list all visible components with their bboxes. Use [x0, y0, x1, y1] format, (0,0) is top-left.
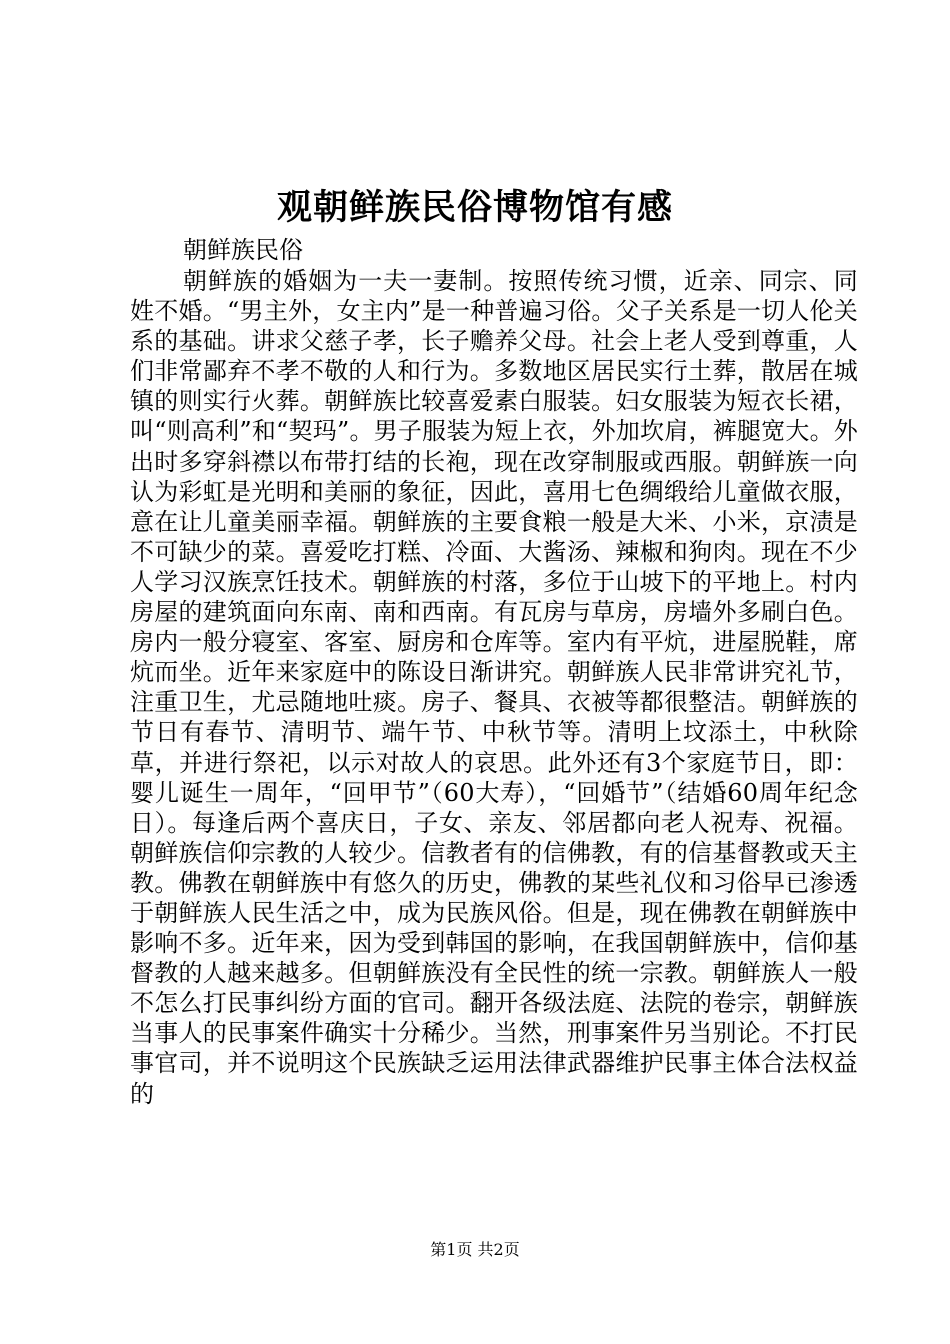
section-subtitle: 朝鲜族民俗: [183, 236, 303, 264]
body-paragraph: 朝鲜族的婚姻为一夫一妻制。按照传统习惯，近亲、同宗、同姓不婚。“男主外，女主内”是一种普遍习俗。父子关系是一切人伦关系的基础。讲求父慈子孝，长子赡养父母。社会上老人受到尊重，人们非常鄙弃不孝不敬的人和行为。多数地区居民实行土葬，散居在城镇的则实行火葬。朝鲜族比较喜爱素白服装。妇女服装为短衣长裙，叫“则高利”和“契玛”。男子服装为短上衣，外加坎肩，裤腿宽大。外出时多穿斜襟以布带打结的长袍，现在改穿制服或西服。朝鲜族一向认为彩虹是光明和美丽的象征，因此，喜用七色绸缎给儿童做衣服，意在让儿童美丽幸福。朝鲜族的主要食粮一般是大米、小米，京渍是不可缺少的菜。喜爱吃打糕、冷面、大酱汤、辣椒和狗肉。现在不少人学习汉族烹饪技术。朝鲜族的村落，多位于山坡下的平地上。村内房屋的建筑面向东南、南和西南。有瓦房与草房，房墙外多刷白色。房内一般分寝室、客室、厨房和仓库等。室内有平炕，进屋脱鞋，席炕而坐。近年来家庭中的陈设日渐讲究。朝鲜族人民非常讲究礼节，注重卫生，尤忌随地吐痰。房子、餐具、衣被等都很整洁。朝鲜族的节日有春节、清明节、端午节、中秋节等。清明上坟添土，中秋除草，并进行祭祀，以示对故人的哀思。此外还有3个家庭节日，即：婴儿诞生一周年，“回甲节”（60大寿），“回婚节”（结婚60周年纪念日）。每逢后两个喜庆日，子女、亲友、邻居都向老人祝寿、祝福。朝鲜族信仰宗教的人较少。信教者有的信佛教，有的信基督教或天主教。佛教在朝鲜族中有悠久的历史，佛教的某些礼仪和习俗早已渗透于朝鲜族人民生活之中，成为民族风俗。但是，现在佛教在朝鲜族中影响不多。近年来，因为受到韩国的影响，在我国朝鲜族中，信仰基督教的人越来越多。但朝鲜族没有全民性的统一宗教。朝鲜族人一般不怎么打民事纠纷方面的官司。翻开各级法庭、法院的卷宗，朝鲜族当事人的民事案件确实十分稀少。当然，刑事案件另当别论。不打民事官司，并不说明这个民族缺乏运用法律武器维护民事主体合法权益的: [130, 267, 858, 1108]
page-number-footer: 第1页 共2页: [430, 1240, 520, 1259]
page-title: 观朝鲜族民俗博物馆有感: [276, 187, 673, 228]
